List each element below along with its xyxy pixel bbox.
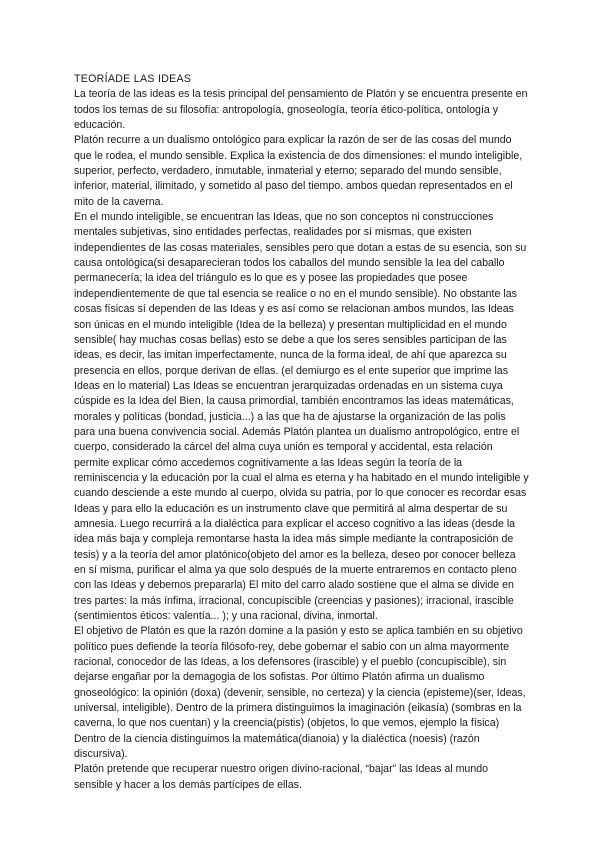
document-body (74, 72, 529, 793)
document-title: TEORÍADE LAS IDEAS (74, 73, 192, 85)
paragraph-intelligible-world: En el mundo inteligible, se encuentran las Ideas, que no son conceptos ni construcciones mentales subjetivas, sino entidades perfectas, realidades por sí mismas, que existen independientes de las cosas materiales, sensibles pero que dotan a estas de su esencia, son su causa ontológica(si desaparecieran todos los caballos del mundo sensible la Iea del caballo permanecería; la idea del triángulo es lo que es y posee las propiedades que posee independientemente de que tal esencia se realice o no en el mundo sensible). No obstante las cosas físicas sí dependen de las Ideas y es así como se relacionan ambos mundos, las Ideas son únicas en el mundo inteligible (Idea de la belleza) y presentan multiplicidad en el mundo sensible( hay muchas cosas bellas) esto se debe a que los seres sensibles participan de las ideas, es decir, las imitan imperfectamente, nunca de la forma ideal, de ahí que aparezca su presencia en ellos, porque derivan de ellas. (el demiurgo es el ente superior que imprime las Ideas en lo material) Las Ideas se encuentran jerarquizadas ordenadas en un sistema cuya cúspide es la Idea del Bien, la causa primordial, también encontramos las ideas matemáticas, morales y políticas (bondad, justicia...) a las que ha de ajustarse la organización de las polis para una buena convivencia social. Además Platón plantea un dualismo antropológico, entre el cuerpo, considerado la cárcel del alma cuya unión es temporal y accidental, esta relación permite explicar cómo accedemos cognitivamente a las Ideas según la teoría de la reminiscencia y la educación por la cual el alma es eterna y ha habitado en el mundo inteligible y cuando desciende a este mundo al cuerpo, olvida su patria, por lo que conocer es recordar esas Ideas y para ello la educación es un instrumento clave que permitirá al alma despertar de su amnesia. Luego recurrirá a la dialéctica para explicar el acceso cognitivo a las ideas (desde la idea más baja y compleja remontarse hasta la idea más simple mediante la contraposición de tesis) y a la teoría del amor platónico(objeto del amor es la belleza, deseo por conocer belleza en sí misma, purificar el alma ya que solo después de la muerte entraremos en contacto pleno con las Ideas y debemos prepararla) El mito del carro alado sostiene que el alma se divide en tres partes: la más ínfima, irracional, concupiscible (creencias y pasiones); irracional, irascible (sentimientos éticos: valentía... ); y una racional, divina, inmortal. (74, 211, 529, 623)
paragraph-political-objective: El objetivo de Platón es que la razón domine a la pasión y esto se aplica también en su objetivo político pues defiende la teoría filósofo-rey, debe gobernar el sabio con un alma mayormente racional, conocedor de las Ideas, a los defensores (irascible) y el pueblo (concupiscible), sin dejarse engañar por la demagogia de los sofistas. Por último Platón afirma un dualismo gnoseológico: la opinión (doxa) (devenir, sensible, no certeza) y la ciencia (episteme)(ser, Ideas, universal, inteligible). Dentro de la primera distinguimos la imaginación (eikasía) (sombras en la caverna, lo que nos cuentan) y la creencia(pistis) (objetos, lo que vemos, ejemplo la física) Dentro de la ciencia distinguimos la matemática(dianoia) y la dialéctica (noesis) (razón discursiva). (74, 625, 526, 761)
paragraph-conclusion: Platón pretende que recuperar nuestro origen divino-racional, “bajar” las Ideas al mundo sensible y hacer a los demás partícipes de ellas. (74, 763, 488, 791)
paragraph-intro: La teoría de las ideas es la tesis principal del pensamiento de Platón y se encuentra presente en todos los temas de su filosofía: antropología, gnoseología, teoría ético-política, ontología y educación. (74, 88, 528, 132)
paragraph-ontological-dualism: Platón recurre a un dualismo ontológico para explicar la razón de ser de las cosas del mundo que le rodea, el mundo sensible. Explica la existencia de dos dimensiones: el mundo inteligible, superior, perfecto, verdadero, inmutable, inmaterial y eterno; separado del mundo sensible, inferior, material, ilimitado, y sometido al paso del tiempo. ambos quedan representados en el mito de la caverna. (74, 134, 523, 208)
